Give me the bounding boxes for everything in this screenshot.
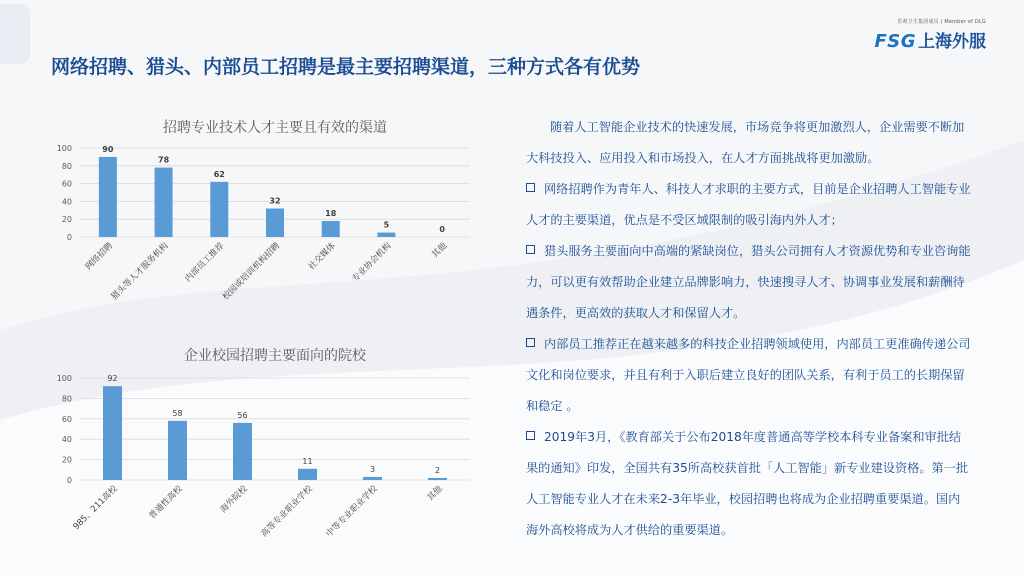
x-category-label: 其他 xyxy=(430,241,450,261)
y-tick-label: 20 xyxy=(61,215,72,225)
x-category-label: 普通性高校 xyxy=(147,484,185,522)
x-category-label: 其他 xyxy=(425,484,445,504)
x-category-label: 校园或培训机构招聘 xyxy=(220,241,283,303)
x-category-label: 猎头等人才服务机构 xyxy=(109,241,171,303)
brand-logo-cn: 上海外服 xyxy=(918,32,986,52)
bar xyxy=(155,168,173,237)
checkbox-bullet-icon xyxy=(526,338,535,347)
bullet-item xyxy=(526,422,972,546)
bar xyxy=(210,182,228,237)
y-tick-label: 0 xyxy=(66,476,72,485)
y-tick-label: 40 xyxy=(61,197,72,207)
bar xyxy=(233,423,252,480)
y-tick-label: 100 xyxy=(56,144,72,153)
bar xyxy=(428,478,447,480)
bar xyxy=(266,209,284,237)
data-label: 32 xyxy=(269,196,281,206)
bar xyxy=(363,477,382,480)
chart-recruit-channels xyxy=(40,112,480,327)
data-label: 2 xyxy=(434,465,441,475)
data-label: 56 xyxy=(237,410,248,420)
x-category-label: 985、211高校 xyxy=(71,484,120,533)
data-label: 5 xyxy=(383,220,390,230)
intro-paragraph: 随着人工智能企业技术的快速发展，市场竞争将更加激烈人，企业需要不断加大科技投入、应用投入和市场投入，在人才方面挑战将更加激励。 xyxy=(526,120,965,165)
y-tick-label: 80 xyxy=(61,394,72,404)
data-label: 18 xyxy=(325,208,337,218)
bar xyxy=(99,157,117,237)
bar xyxy=(168,421,187,480)
bullet-text: 猎头服务主要面向中高端的紧缺岗位，猎头公司拥有人才资源优势和专业咨询能力，可以更有效帮助企业建立品牌影响力，快速搜寻人才、协调事业发展和薪酬待遇条件，更高效的获取人才和保留人才。 xyxy=(526,244,971,320)
bar xyxy=(103,386,122,480)
bullet-item xyxy=(526,236,972,329)
x-category-label: 社交媒体 xyxy=(306,241,338,273)
x-category-label: 网络招聘 xyxy=(83,241,115,273)
brand-logo-latin: FSG xyxy=(874,31,916,52)
page-title: 网络招聘、猎头、内部员工招聘是最主要招聘渠道，三种方式各有优势 xyxy=(51,56,641,78)
data-label: 0 xyxy=(439,225,445,234)
corner-tab xyxy=(0,4,30,64)
x-category-label: 海外院校 xyxy=(218,484,250,516)
y-tick-label: 60 xyxy=(61,179,72,189)
bar xyxy=(322,221,340,237)
x-category-label: 专业协会机构 xyxy=(350,241,394,285)
bullet-text: 内部员工推荐正在越来越多的科技企业招聘领域使用，内部员工更准确传递公司文化和岗位要求，并且有利于入职后建立良好的团队关系，有利于员工的长期保留和稳定 。 xyxy=(526,337,971,413)
chart-recruit-channels-svg xyxy=(40,112,480,327)
brand-logo xyxy=(874,18,986,52)
x-category-label: 内部员工推荐 xyxy=(183,241,227,285)
bullet-text: 网络招聘作为青年人、科技人才求职的主要方式，目前是企业招聘人工智能专业人才的主要渠道，优点是不受区域限制的吸引海内外人才； xyxy=(526,182,971,227)
bullet-item xyxy=(526,174,972,236)
x-category-label: 高等专业职业学校 xyxy=(259,484,315,540)
bullet-item xyxy=(526,329,972,422)
data-label: 92 xyxy=(107,374,118,384)
y-tick-label: 80 xyxy=(61,161,72,171)
x-category-label: 中等专业职业学校 xyxy=(324,484,380,540)
bullet-text: 2019年3月，《教育部关于公布2018年度普通高等学校本科专业备案和审批结果的通知》印发，全国共有35所高校获首批「人工智能」新专业建设资格。第一批人工智能专业人才在未来2-3年毕业，校园招聘也将成为企业招聘重要渠道。国内海外高校将成为人才供给的重要渠道。 xyxy=(526,430,969,537)
chart-title: 企业校园招聘主要面向的院校 xyxy=(184,348,366,364)
chart-campus-schools-svg xyxy=(40,340,480,565)
y-tick-label: 0 xyxy=(66,233,72,242)
chart-title: 招聘专业技术人才主要且有效的渠道 xyxy=(163,120,387,136)
checkbox-bullet-icon xyxy=(526,431,535,440)
body-text xyxy=(526,112,972,546)
data-label: 58 xyxy=(172,408,183,418)
data-label: 78 xyxy=(158,155,170,165)
data-label: 62 xyxy=(213,169,225,179)
checkbox-bullet-icon xyxy=(526,183,535,192)
y-tick-label: 60 xyxy=(61,414,72,424)
bar xyxy=(298,469,317,480)
brand-member-text: 乐观卫生集团成员 | Member of DLG xyxy=(897,19,986,25)
data-label: 3 xyxy=(369,464,376,474)
y-tick-label: 40 xyxy=(61,435,72,445)
data-label: 90 xyxy=(102,144,114,154)
y-tick-label: 100 xyxy=(56,374,72,383)
bar xyxy=(377,233,395,237)
checkbox-bullet-icon xyxy=(526,245,535,254)
chart-campus-schools xyxy=(40,340,480,565)
y-tick-label: 20 xyxy=(61,455,72,465)
data-label: 11 xyxy=(302,456,313,466)
